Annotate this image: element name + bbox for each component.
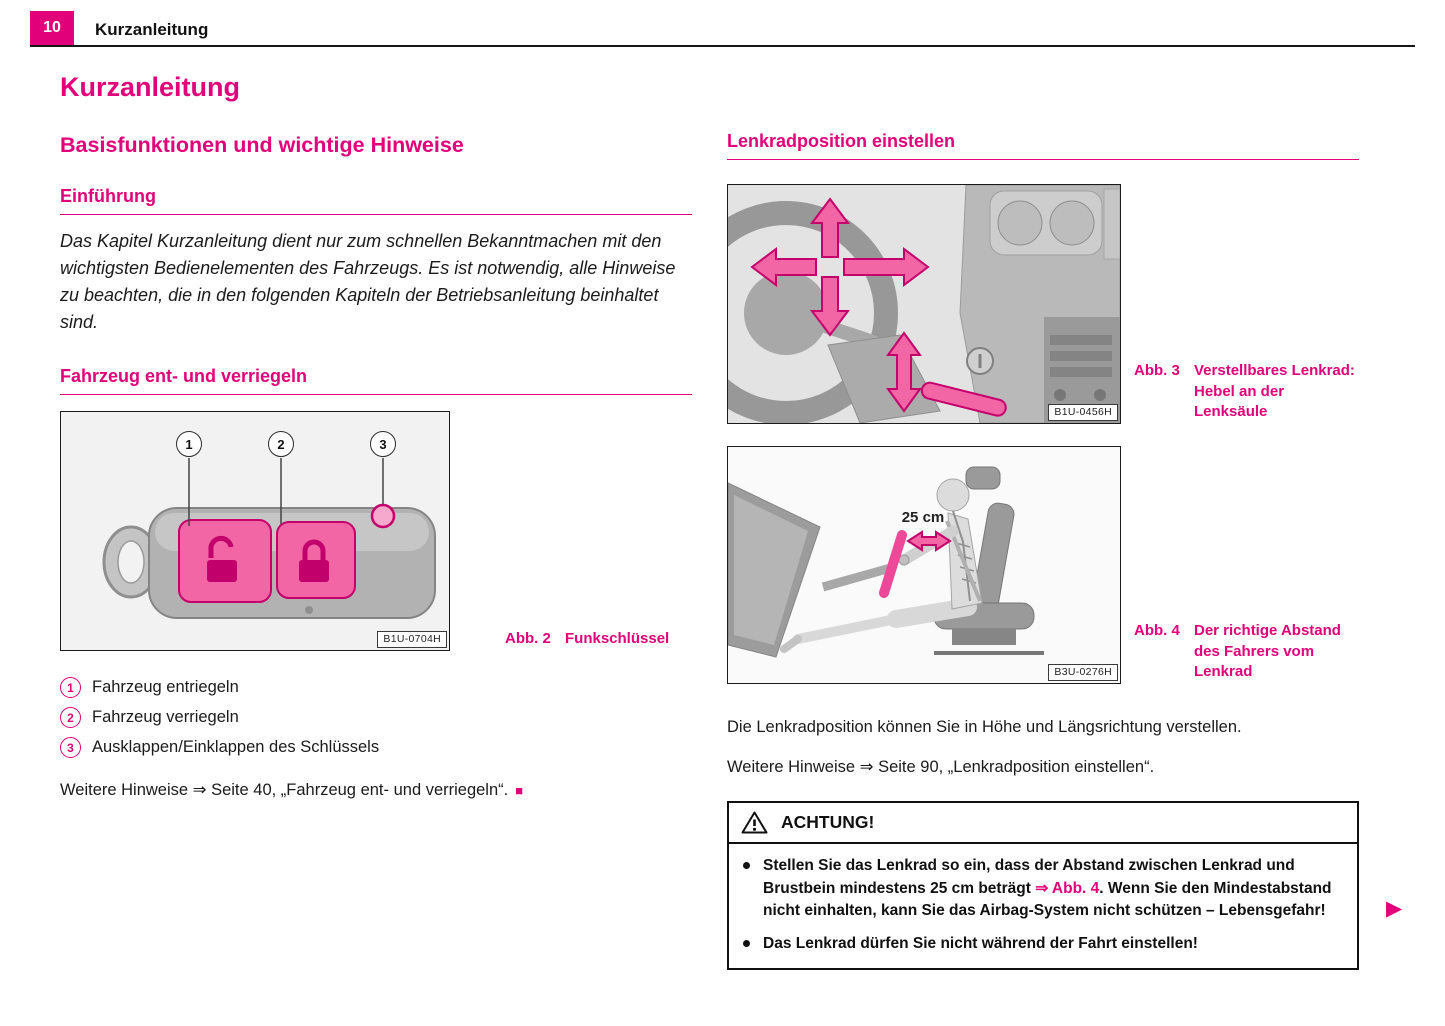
page-number-box (30, 11, 74, 45)
legend-text-3: Ausklappen/Einklappen des Schlüssels (92, 738, 380, 756)
warning-item-pre: Stellen Sie das Lenkrad so ein, dass der Abstand zwischen Lenkrad und Brustbein mindestens 25 cm beträgt (763, 857, 1295, 897)
left-column (60, 58, 692, 800)
legend-number-1: 1 (60, 677, 81, 698)
list-item (60, 707, 692, 728)
continue-arrow-icon: ▶ (1386, 897, 1403, 920)
driver-distance-illustration (728, 447, 1120, 683)
subsection-locking: Fahrzeug ent- und verriegeln (60, 366, 692, 395)
figure2-row (60, 411, 692, 651)
warning-header (729, 803, 1357, 844)
list-item (60, 737, 692, 758)
figure4-caption-text: Der richtige Abstand des Fahrers vom Lenkrad (1194, 622, 1341, 680)
distance-measure-label: 25 cm (901, 509, 945, 526)
warning-body (729, 844, 1357, 968)
header-rule (30, 45, 1415, 47)
warning-title: ACHTUNG! (781, 812, 875, 833)
subsection-steering: Lenkradposition einstellen (727, 131, 1359, 160)
figure2-caption (505, 629, 692, 651)
warning-item-text (763, 855, 1343, 922)
intro-paragraph: Das Kapitel Kurzanleitung dient nur zum schnellen Bekanntmachen mit den wichtigsten Bedienelementen des Fahrzeugs. Es ist notwendig, alle Hinweise zu beachten, die in den folgenden Kapiteln der Betriebsanleitung beinhaltet sind. (60, 231, 676, 332)
bullet-icon (743, 940, 750, 947)
figure-callout-3: 3 (370, 431, 396, 457)
figure4-code: B3U-0276H (1048, 664, 1118, 681)
figure-callout-2: 2 (268, 431, 294, 457)
steering-paragraph: Die Lenkradposition können Sie in Höhe und Längsrichtung verstellen. (727, 718, 1242, 736)
figure-callout-1: 1 (176, 431, 202, 457)
more-info-steering: Weitere Hinweise ⇒ Seite 90, „Lenkradposition einstellen“. (727, 758, 1155, 777)
figure-driver-distance (727, 446, 1121, 684)
warning-box (727, 801, 1359, 970)
page-number: 10 (43, 19, 61, 36)
figure3-caption-label: Abb. 3 (1134, 362, 1180, 380)
figure4-row (727, 446, 1359, 684)
header-chapter-title: Kurzanleitung (95, 20, 209, 39)
warning-item-reference: ⇒ Abb. 4 (1035, 879, 1100, 897)
list-item (60, 677, 692, 698)
figure-steering-column (727, 184, 1121, 424)
more-info-locking (60, 780, 692, 800)
warning-item-post: . Wenn Sie den Mindestabstand nicht einhalten, kann Sie das Airbag-System nicht schützen – Lebensgefahr! (763, 879, 1332, 920)
legend-number-2: 2 (60, 707, 81, 728)
subsection-einfuehrung: Einführung (60, 186, 692, 215)
figure4-caption (1134, 621, 1359, 684)
warning-item-pre: Das Lenkrad dürfen Sie nicht während der Fahrt einstellen! (763, 934, 1198, 952)
legend-number-3: 3 (60, 737, 81, 758)
bullet-icon (743, 862, 750, 869)
legend-text-2: Fahrzeug verriegeln (92, 708, 239, 726)
figure2-caption-label: Abb. 2 (505, 629, 551, 647)
right-column (727, 131, 1359, 970)
warning-item (743, 933, 1343, 955)
figure3-caption (1134, 361, 1359, 424)
page-title: Kurzanleitung (60, 72, 240, 102)
figure3-code: B1U-0456H (1048, 404, 1118, 421)
warning-item (743, 855, 1343, 922)
figure2-caption-text: Funkschlüssel (565, 629, 670, 647)
key-legend-list (60, 677, 692, 758)
figure4-caption-label: Abb. 4 (1134, 622, 1180, 640)
warning-item-text (763, 933, 1198, 955)
section-end-marker: ■ (515, 783, 524, 798)
figure3-row (727, 184, 1359, 424)
figure-remote-key (60, 411, 450, 651)
warning-triangle-icon (741, 810, 768, 835)
figure3-caption-text: Verstellbares Lenkrad: Hebel an der Lenksäule (1194, 362, 1355, 420)
steering-column-illustration (728, 185, 1120, 423)
legend-text-1: Fahrzeug entriegeln (92, 678, 239, 696)
more-info-locking-text: Weitere Hinweise ⇒ Seite 40, „Fahrzeug ent- und verriegeln“. (60, 781, 509, 799)
section-title: Basisfunktionen und wichtige Hinweise (60, 133, 464, 157)
figure2-code: B1U-0704H (377, 631, 447, 648)
